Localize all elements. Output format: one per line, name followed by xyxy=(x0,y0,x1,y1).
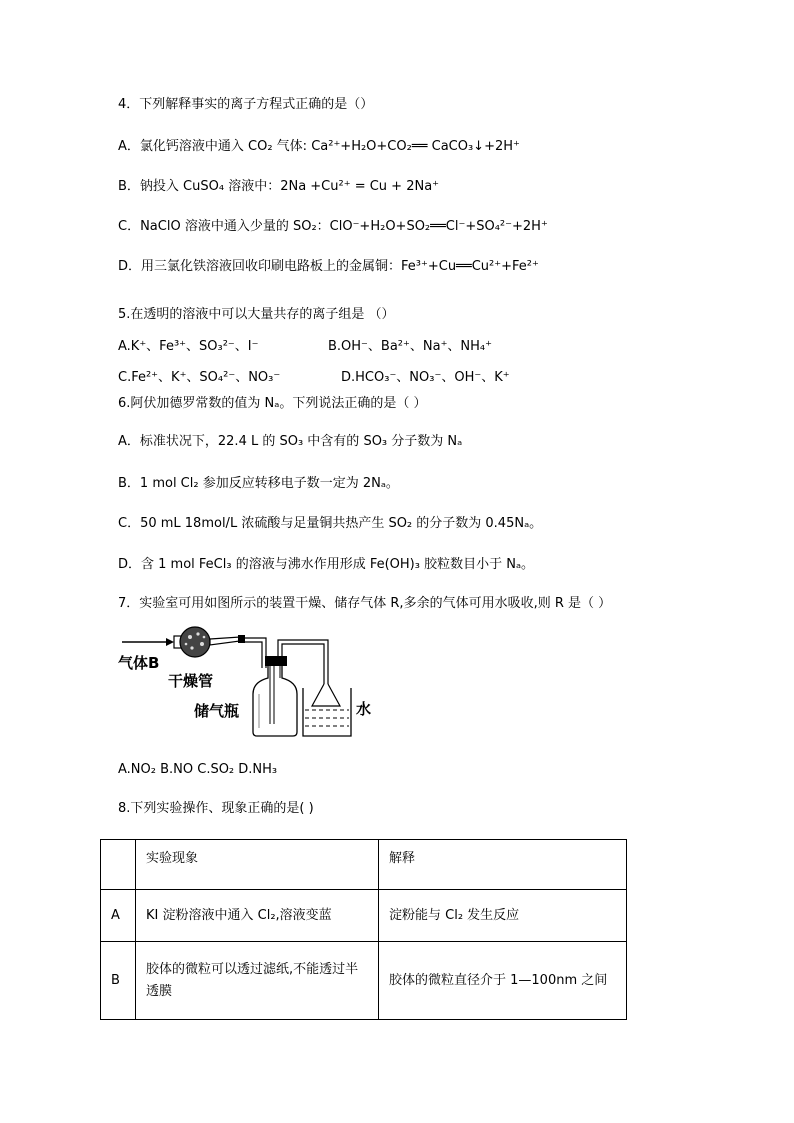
q5-option-b: B.OH⁻、Ba²⁺、Na⁺、NH₄⁺ xyxy=(328,339,493,354)
row-label: B xyxy=(101,942,136,1020)
header-cell-label xyxy=(101,840,136,890)
drying-tube-outlet xyxy=(210,637,240,645)
row-label: A xyxy=(101,890,136,942)
q5-option-c: C.Fe²⁺、K⁺、SO₄²⁻、NO₃⁻ xyxy=(118,370,281,385)
q7-stem: 7．实验室可用如图所示的装置干燥、储存气体 R,多余的气体可用水吸收,则 R 是（ ） xyxy=(118,596,612,611)
label-bottle: 储气瓶 xyxy=(194,702,240,720)
header-cell-phenomenon: 实验现象 xyxy=(136,840,379,890)
inverted-funnel xyxy=(312,684,340,706)
q6-option-c: C．50 mL 18mol/L 浓硫酸与足量铜共热产生 SO₂ 的分子数为 0.45Nₐ。 xyxy=(118,516,543,531)
row-explanation: 胶体的微粒直径介于 1—100nm 之间 xyxy=(379,942,627,1020)
q5-option-d: D.HCO₃⁻、NO₃⁻、OH⁻、K⁺ xyxy=(341,370,510,385)
apparatus-drawing xyxy=(118,618,388,746)
label-gas: 气体B xyxy=(118,654,160,672)
row-phenomenon: KI 淀粉溶液中通入 Cl₂,溶液变蓝 xyxy=(136,890,379,942)
q4-stem: 4．下列解释事实的离子方程式正确的是（） xyxy=(118,97,374,112)
label-drying-tube: 干燥管 xyxy=(168,672,214,690)
q7-options: A.NO₂ B.NO C.SO₂ D.NH₃ xyxy=(118,762,278,777)
q4-option-a: A．氯化钙溶液中通入 CO₂ 气体: Ca²⁺+H₂O+CO₂══ CaCO₃↓+2H⁺ xyxy=(118,139,520,154)
q4-option-b: B．钠投入 CuSO₄ 溶液中：2Na +Cu²⁺ = Cu + 2Na⁺ xyxy=(118,179,440,194)
table-row xyxy=(101,890,627,942)
q6-stem: 6.阿伏加德罗常数的值为 Nₐ。下列说法正确的是（ ） xyxy=(118,396,427,411)
table-header-row xyxy=(101,840,627,890)
bottle-stopper xyxy=(265,656,287,666)
q6-option-a: A．标准状况下，22.4 L 的 SO₃ 中含有的 SO₃ 分子数为 Nₐ xyxy=(118,434,463,449)
q8-table xyxy=(100,839,627,1020)
q4-option-d: D．用三氯化铁溶液回收印刷电路板上的金属铜：Fe³⁺+Cu══Cu²⁺+Fe²⁺ xyxy=(118,259,539,274)
row-phenomenon: 胶体的微粒可以透过滤纸,不能透过半透膜 xyxy=(136,942,379,1020)
arrow-head xyxy=(166,638,174,646)
q6-option-d: D．含 1 mol FeCl₃ 的溶液与沸水作用形成 Fe(OH)₃ 胶粒数目小于 Nₐ。 xyxy=(118,557,535,572)
drying-tube-bulb xyxy=(180,627,210,657)
label-water: 水 xyxy=(356,700,372,718)
header-cell-explanation: 解释 xyxy=(379,840,627,890)
apparatus-diagram xyxy=(118,618,388,746)
q5-stem: 5.在透明的溶液中可以大量共存的离子组是 （） xyxy=(118,307,395,322)
table-row xyxy=(101,942,627,1020)
q5-option-a: A.K⁺、Fe³⁺、SO₃²⁻、I⁻ xyxy=(118,339,259,354)
q8-stem: 8.下列实验操作、现象正确的是( ) xyxy=(118,801,314,816)
q4-option-c: C．NaClO 溶液中通入少量的 SO₂：ClO⁻+H₂O+SO₂══Cl⁻+SO₄²⁻+2H⁺ xyxy=(118,219,548,234)
gas-storage-bottle xyxy=(253,666,297,736)
row-explanation: 淀粉能与 Cl₂ 发生反应 xyxy=(379,890,627,942)
q6-option-b: B．1 mol Cl₂ 参加反应转移电子数一定为 2Nₐ。 xyxy=(118,476,399,491)
